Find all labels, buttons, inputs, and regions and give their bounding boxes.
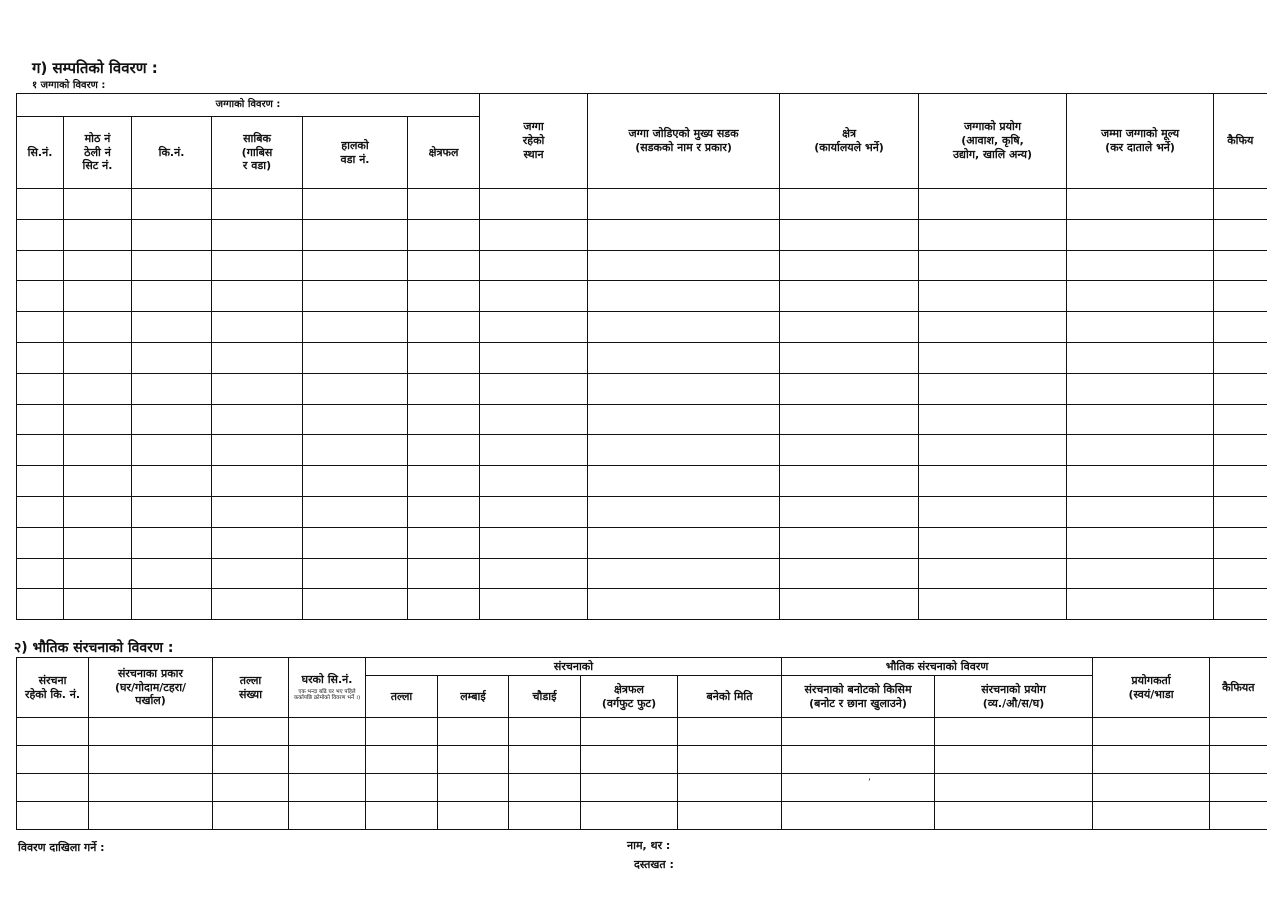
table-cell[interactable] bbox=[480, 373, 588, 404]
table-cell[interactable] bbox=[17, 373, 64, 404]
col-remarks: कैफिय bbox=[1214, 94, 1267, 189]
table-cell[interactable] bbox=[17, 558, 64, 589]
table-cell[interactable] bbox=[509, 746, 581, 774]
table-cell[interactable] bbox=[1067, 189, 1214, 220]
col-sub-floor: तल्ला bbox=[366, 676, 438, 718]
table-cell[interactable] bbox=[480, 404, 588, 435]
table-cell[interactable] bbox=[132, 558, 212, 589]
table-cell[interactable] bbox=[64, 281, 132, 312]
table-cell[interactable] bbox=[935, 802, 1093, 830]
table-cell[interactable] bbox=[213, 774, 289, 802]
table-row bbox=[17, 219, 1267, 250]
table-cell[interactable] bbox=[480, 219, 588, 250]
table-cell[interactable] bbox=[1067, 589, 1214, 620]
table-cell[interactable] bbox=[782, 774, 935, 802]
table-cell[interactable] bbox=[213, 718, 289, 746]
table-cell[interactable] bbox=[588, 189, 780, 220]
table-cell[interactable] bbox=[17, 281, 64, 312]
table-cell[interactable] bbox=[212, 281, 303, 312]
table-row bbox=[17, 774, 1267, 802]
table-cell[interactable] bbox=[212, 527, 303, 558]
table-cell[interactable] bbox=[588, 219, 780, 250]
table-cell[interactable] bbox=[303, 250, 408, 281]
table-cell[interactable] bbox=[289, 774, 366, 802]
table-cell[interactable] bbox=[780, 404, 919, 435]
table-cell[interactable] bbox=[588, 527, 780, 558]
table-cell[interactable] bbox=[132, 342, 212, 373]
table-cell[interactable] bbox=[581, 718, 678, 746]
land-details-table bbox=[16, 93, 1267, 620]
table-cell[interactable] bbox=[212, 589, 303, 620]
col-kitta-no: कि.नं. bbox=[132, 117, 212, 189]
table-cell[interactable] bbox=[64, 342, 132, 373]
table-cell[interactable] bbox=[132, 189, 212, 220]
table-cell[interactable] bbox=[780, 189, 919, 220]
table-cell[interactable] bbox=[408, 558, 480, 589]
table-cell[interactable] bbox=[17, 312, 64, 343]
table-cell[interactable] bbox=[780, 558, 919, 589]
table-cell[interactable] bbox=[935, 746, 1093, 774]
table-row bbox=[17, 746, 1267, 774]
table-cell[interactable] bbox=[1067, 404, 1214, 435]
table-cell[interactable] bbox=[64, 250, 132, 281]
col-sub-area: क्षेत्रफल (वर्गफुट फुट) bbox=[581, 676, 678, 718]
table-cell[interactable] bbox=[132, 435, 212, 466]
table-cell[interactable] bbox=[132, 373, 212, 404]
table-cell[interactable] bbox=[1210, 718, 1267, 746]
table-cell[interactable] bbox=[1214, 342, 1267, 373]
table-cell[interactable] bbox=[780, 527, 919, 558]
table-cell[interactable] bbox=[17, 189, 64, 220]
table-cell[interactable] bbox=[17, 250, 64, 281]
table-row bbox=[17, 718, 1267, 746]
col-sub-built-date: बनेको मिति bbox=[678, 676, 782, 718]
table-cell[interactable] bbox=[17, 466, 64, 497]
table-cell[interactable] bbox=[480, 527, 588, 558]
table-cell[interactable] bbox=[1214, 189, 1267, 220]
table-cell[interactable] bbox=[64, 496, 132, 527]
table-cell[interactable] bbox=[588, 281, 780, 312]
table-cell[interactable] bbox=[780, 342, 919, 373]
table-cell[interactable] bbox=[588, 589, 780, 620]
table-cell[interactable] bbox=[782, 746, 935, 774]
table-cell[interactable] bbox=[1093, 746, 1210, 774]
table-cell[interactable] bbox=[1214, 404, 1267, 435]
table-cell[interactable] bbox=[366, 802, 438, 830]
table-row bbox=[17, 466, 1267, 497]
table-cell[interactable] bbox=[17, 342, 64, 373]
table-cell[interactable] bbox=[212, 312, 303, 343]
table-cell[interactable] bbox=[919, 466, 1067, 497]
table-cell[interactable] bbox=[303, 342, 408, 373]
table-cell[interactable] bbox=[588, 466, 780, 497]
table-cell[interactable] bbox=[212, 466, 303, 497]
table-cell[interactable] bbox=[919, 250, 1067, 281]
col-floor-count: तल्ला संख्या bbox=[213, 658, 289, 718]
table-cell[interactable] bbox=[581, 774, 678, 802]
table-cell[interactable] bbox=[132, 250, 212, 281]
land-subtitle: १ जग्गाको विवरण : bbox=[32, 80, 106, 91]
section-title: ग) सम्पतिको विवरण : bbox=[32, 59, 158, 77]
col-sub-width: चौडाई bbox=[509, 676, 581, 718]
table-cell[interactable] bbox=[438, 718, 509, 746]
table-cell[interactable] bbox=[480, 250, 588, 281]
table-cell[interactable] bbox=[935, 774, 1093, 802]
table-cell[interactable] bbox=[1214, 558, 1267, 589]
table-cell[interactable] bbox=[366, 718, 438, 746]
table-cell[interactable] bbox=[408, 466, 480, 497]
table-cell[interactable] bbox=[480, 342, 588, 373]
table-cell[interactable] bbox=[17, 746, 89, 774]
table-row bbox=[17, 373, 1267, 404]
table-cell[interactable] bbox=[212, 435, 303, 466]
table-cell[interactable] bbox=[408, 589, 480, 620]
table-cell[interactable] bbox=[438, 802, 509, 830]
table-cell[interactable] bbox=[64, 527, 132, 558]
table-cell[interactable] bbox=[1067, 219, 1214, 250]
table-cell[interactable] bbox=[480, 496, 588, 527]
table-cell[interactable] bbox=[782, 718, 935, 746]
table-cell[interactable] bbox=[780, 435, 919, 466]
table-cell[interactable] bbox=[1210, 774, 1267, 802]
table-cell[interactable] bbox=[509, 774, 581, 802]
table-cell[interactable] bbox=[64, 373, 132, 404]
table-cell[interactable] bbox=[212, 219, 303, 250]
table-cell[interactable] bbox=[588, 496, 780, 527]
table-cell[interactable] bbox=[919, 404, 1067, 435]
table-cell[interactable] bbox=[1214, 466, 1267, 497]
table-cell[interactable] bbox=[1214, 281, 1267, 312]
table-cell[interactable] bbox=[480, 312, 588, 343]
table-cell[interactable] bbox=[64, 466, 132, 497]
col-sub-structure-use: संरचनाको प्रयोग (व्य./औ/स/घ) bbox=[935, 676, 1093, 718]
col-current-ward: हालको वडा नं. bbox=[303, 117, 408, 189]
house-serial-label: घरको सि.नं. bbox=[301, 673, 353, 687]
table-cell[interactable] bbox=[919, 281, 1067, 312]
table-cell[interactable] bbox=[1210, 802, 1267, 830]
submitted-by-label: विवरण दाखिला गर्ने : bbox=[18, 841, 105, 854]
table-cell[interactable] bbox=[89, 774, 213, 802]
table-cell[interactable] bbox=[438, 746, 509, 774]
table-cell[interactable] bbox=[509, 718, 581, 746]
table-cell[interactable] bbox=[480, 466, 588, 497]
table-cell[interactable] bbox=[64, 558, 132, 589]
table-cell[interactable] bbox=[408, 250, 480, 281]
table-cell[interactable] bbox=[919, 373, 1067, 404]
table-cell[interactable] bbox=[480, 281, 588, 312]
table-cell[interactable] bbox=[1067, 281, 1214, 312]
table-row bbox=[17, 342, 1267, 373]
table-cell[interactable] bbox=[935, 718, 1093, 746]
table-row bbox=[17, 527, 1267, 558]
table-cell[interactable] bbox=[289, 802, 366, 830]
table-cell[interactable] bbox=[1093, 802, 1210, 830]
structure-section-title: २) भौतिक संरचनाको विवरण : bbox=[14, 640, 174, 656]
table-cell[interactable] bbox=[408, 342, 480, 373]
table-cell[interactable] bbox=[408, 496, 480, 527]
table-cell[interactable] bbox=[480, 589, 588, 620]
col-land-location: जग्गा रहेको स्थान bbox=[480, 94, 588, 189]
table-cell[interactable] bbox=[1067, 435, 1214, 466]
table-cell[interactable] bbox=[509, 802, 581, 830]
table-cell[interactable] bbox=[212, 404, 303, 435]
stray-mark: ’ bbox=[868, 778, 871, 788]
table-cell[interactable] bbox=[780, 589, 919, 620]
table-cell[interactable] bbox=[17, 802, 89, 830]
table-cell[interactable] bbox=[289, 718, 366, 746]
signature-label: दस्तखत : bbox=[634, 858, 674, 871]
table-cell[interactable] bbox=[132, 589, 212, 620]
table-cell[interactable] bbox=[1067, 373, 1214, 404]
table-cell[interactable] bbox=[303, 527, 408, 558]
table-cell[interactable] bbox=[17, 718, 89, 746]
table-cell[interactable] bbox=[408, 527, 480, 558]
table-cell[interactable] bbox=[64, 404, 132, 435]
table-cell[interactable] bbox=[303, 558, 408, 589]
col-structure-remarks: कैफियत bbox=[1210, 658, 1267, 718]
table-row bbox=[17, 189, 1267, 220]
table-cell[interactable] bbox=[408, 281, 480, 312]
col-main-road: जग्गा जोडिएको मुख्य सडक (सडकको नाम र प्रकार) bbox=[588, 94, 780, 189]
table-row bbox=[17, 496, 1267, 527]
table-cell[interactable] bbox=[1067, 496, 1214, 527]
table-cell[interactable] bbox=[588, 435, 780, 466]
col-former-vdc-ward: साबिक (गाबिस र वडा) bbox=[212, 117, 303, 189]
table-cell[interactable] bbox=[17, 774, 89, 802]
table-cell[interactable] bbox=[480, 189, 588, 220]
name-label: नाम, थर : bbox=[627, 839, 671, 852]
table-cell[interactable] bbox=[1210, 746, 1267, 774]
table-cell[interactable] bbox=[366, 774, 438, 802]
table-cell[interactable] bbox=[780, 281, 919, 312]
table-cell[interactable] bbox=[1214, 435, 1267, 466]
col-sub-length: लम्बाई bbox=[438, 676, 509, 718]
table-cell[interactable] bbox=[588, 558, 780, 589]
table-cell[interactable] bbox=[480, 558, 588, 589]
table-cell[interactable] bbox=[1093, 774, 1210, 802]
table-cell[interactable] bbox=[919, 527, 1067, 558]
table-cell[interactable] bbox=[581, 802, 678, 830]
table-row bbox=[17, 281, 1267, 312]
table-cell[interactable] bbox=[408, 312, 480, 343]
col-serial-no: सि.नं. bbox=[17, 117, 64, 189]
table-cell[interactable] bbox=[366, 746, 438, 774]
table-cell[interactable] bbox=[780, 312, 919, 343]
table-cell[interactable] bbox=[303, 466, 408, 497]
table-row bbox=[17, 558, 1267, 589]
table-cell[interactable] bbox=[438, 774, 509, 802]
structure-group-header: संरचनाको bbox=[366, 658, 782, 676]
table-cell[interactable] bbox=[17, 219, 64, 250]
table-cell[interactable] bbox=[588, 312, 780, 343]
col-user: प्रयोगकर्ता (स्वयं/भाडा bbox=[1093, 658, 1210, 718]
table-cell[interactable] bbox=[678, 746, 782, 774]
table-cell[interactable] bbox=[919, 558, 1067, 589]
table-cell[interactable] bbox=[678, 718, 782, 746]
table-cell[interactable] bbox=[132, 466, 212, 497]
table-cell[interactable] bbox=[782, 802, 935, 830]
table-cell[interactable] bbox=[408, 404, 480, 435]
table-cell[interactable] bbox=[1214, 312, 1267, 343]
table-cell[interactable] bbox=[212, 558, 303, 589]
col-house-serial bbox=[289, 658, 366, 718]
table-row bbox=[17, 312, 1267, 343]
table-cell[interactable] bbox=[1067, 342, 1214, 373]
table-cell[interactable] bbox=[303, 312, 408, 343]
table-row bbox=[17, 435, 1267, 466]
table-cell[interactable] bbox=[212, 342, 303, 373]
table-cell[interactable] bbox=[132, 312, 212, 343]
table-cell[interactable] bbox=[303, 589, 408, 620]
table-cell[interactable] bbox=[17, 435, 64, 466]
table-cell[interactable] bbox=[89, 718, 213, 746]
table-cell[interactable] bbox=[408, 219, 480, 250]
col-structure-type: संरचनाका प्रकार (घर/गोदाम/टहरा/ पर्खाल) bbox=[89, 658, 213, 718]
table-cell[interactable] bbox=[678, 774, 782, 802]
table-row bbox=[17, 589, 1267, 620]
table-cell[interactable] bbox=[89, 802, 213, 830]
table-cell[interactable] bbox=[408, 373, 480, 404]
table-cell[interactable] bbox=[64, 219, 132, 250]
table-cell[interactable] bbox=[132, 496, 212, 527]
house-serial-note: एक भन्दा बढि घर भए पहिले कर्कापछि क्रोमोको विवरण भर्ने ।) bbox=[293, 688, 361, 702]
table-cell[interactable] bbox=[17, 527, 64, 558]
table-cell[interactable] bbox=[780, 466, 919, 497]
table-cell[interactable] bbox=[213, 746, 289, 774]
table-cell[interactable] bbox=[303, 404, 408, 435]
table-cell[interactable] bbox=[588, 404, 780, 435]
table-cell[interactable] bbox=[212, 496, 303, 527]
table-cell[interactable] bbox=[212, 250, 303, 281]
land-group-header: जग्गाको विवरण : bbox=[17, 94, 480, 117]
table-cell[interactable] bbox=[780, 219, 919, 250]
table-cell[interactable] bbox=[1093, 718, 1210, 746]
col-land-value: जम्मा जग्गाको मूल्य (कर दाताले भर्ने) bbox=[1067, 94, 1214, 189]
col-moth-theli-sheet: मोठ नं ठेली नं सिट नं. bbox=[64, 117, 132, 189]
table-cell[interactable] bbox=[64, 312, 132, 343]
table-row bbox=[17, 404, 1267, 435]
table-cell[interactable] bbox=[678, 802, 782, 830]
table-cell[interactable] bbox=[64, 589, 132, 620]
table-cell[interactable] bbox=[919, 312, 1067, 343]
col-structure-kitta: संरचना रहेको कि. नं. bbox=[17, 658, 89, 718]
table-cell[interactable] bbox=[919, 342, 1067, 373]
table-cell[interactable] bbox=[1214, 527, 1267, 558]
table-cell[interactable] bbox=[588, 373, 780, 404]
table-cell[interactable] bbox=[132, 404, 212, 435]
table-cell[interactable] bbox=[213, 802, 289, 830]
table-cell[interactable] bbox=[17, 404, 64, 435]
table-cell[interactable] bbox=[780, 373, 919, 404]
table-cell[interactable] bbox=[303, 373, 408, 404]
table-cell[interactable] bbox=[132, 219, 212, 250]
table-cell[interactable] bbox=[132, 527, 212, 558]
table-cell[interactable] bbox=[17, 496, 64, 527]
table-cell[interactable] bbox=[17, 589, 64, 620]
table-cell[interactable] bbox=[1067, 558, 1214, 589]
table-cell[interactable] bbox=[919, 435, 1067, 466]
table-cell[interactable] bbox=[1214, 250, 1267, 281]
table-cell[interactable] bbox=[408, 435, 480, 466]
table-cell[interactable] bbox=[303, 496, 408, 527]
table-cell[interactable] bbox=[64, 189, 132, 220]
table-row bbox=[17, 802, 1267, 830]
col-area: क्षेत्रफल bbox=[408, 117, 480, 189]
table-cell[interactable] bbox=[1214, 589, 1267, 620]
table-cell[interactable] bbox=[919, 189, 1067, 220]
table-cell[interactable] bbox=[919, 589, 1067, 620]
table-cell[interactable] bbox=[780, 250, 919, 281]
table-cell[interactable] bbox=[1214, 373, 1267, 404]
col-sub-construction-kind: संरचनाको बनोटको किसिम (बनोट र छाना खुलाउने) bbox=[782, 676, 935, 718]
structure-details-table bbox=[16, 657, 1267, 830]
table-cell[interactable] bbox=[1067, 312, 1214, 343]
col-land-use: जग्गाको प्रयोग (आवाश, कृषि, उद्योग, खालि अन्य) bbox=[919, 94, 1067, 189]
table-cell[interactable] bbox=[89, 746, 213, 774]
table-cell[interactable] bbox=[303, 435, 408, 466]
table-cell[interactable] bbox=[212, 373, 303, 404]
table-cell[interactable] bbox=[588, 250, 780, 281]
col-zone: क्षेत्र (कार्यालयले भर्ने) bbox=[780, 94, 919, 189]
table-cell[interactable] bbox=[132, 281, 212, 312]
table-cell[interactable] bbox=[588, 342, 780, 373]
table-cell[interactable] bbox=[408, 189, 480, 220]
table-cell[interactable] bbox=[780, 496, 919, 527]
table-cell[interactable] bbox=[303, 219, 408, 250]
table-cell[interactable] bbox=[1214, 219, 1267, 250]
table-cell[interactable] bbox=[1214, 496, 1267, 527]
table-cell[interactable] bbox=[303, 281, 408, 312]
table-row bbox=[17, 250, 1267, 281]
table-cell[interactable] bbox=[919, 219, 1067, 250]
table-cell[interactable] bbox=[1067, 250, 1214, 281]
table-cell[interactable] bbox=[289, 746, 366, 774]
table-cell[interactable] bbox=[1067, 527, 1214, 558]
table-cell[interactable] bbox=[581, 746, 678, 774]
table-cell[interactable] bbox=[303, 189, 408, 220]
table-cell[interactable] bbox=[919, 496, 1067, 527]
table-cell[interactable] bbox=[480, 435, 588, 466]
table-cell[interactable] bbox=[1067, 466, 1214, 497]
table-cell[interactable] bbox=[212, 189, 303, 220]
table-cell[interactable] bbox=[64, 435, 132, 466]
physical-group-header: भौतिक संरचनाको विवरण bbox=[782, 658, 1093, 676]
